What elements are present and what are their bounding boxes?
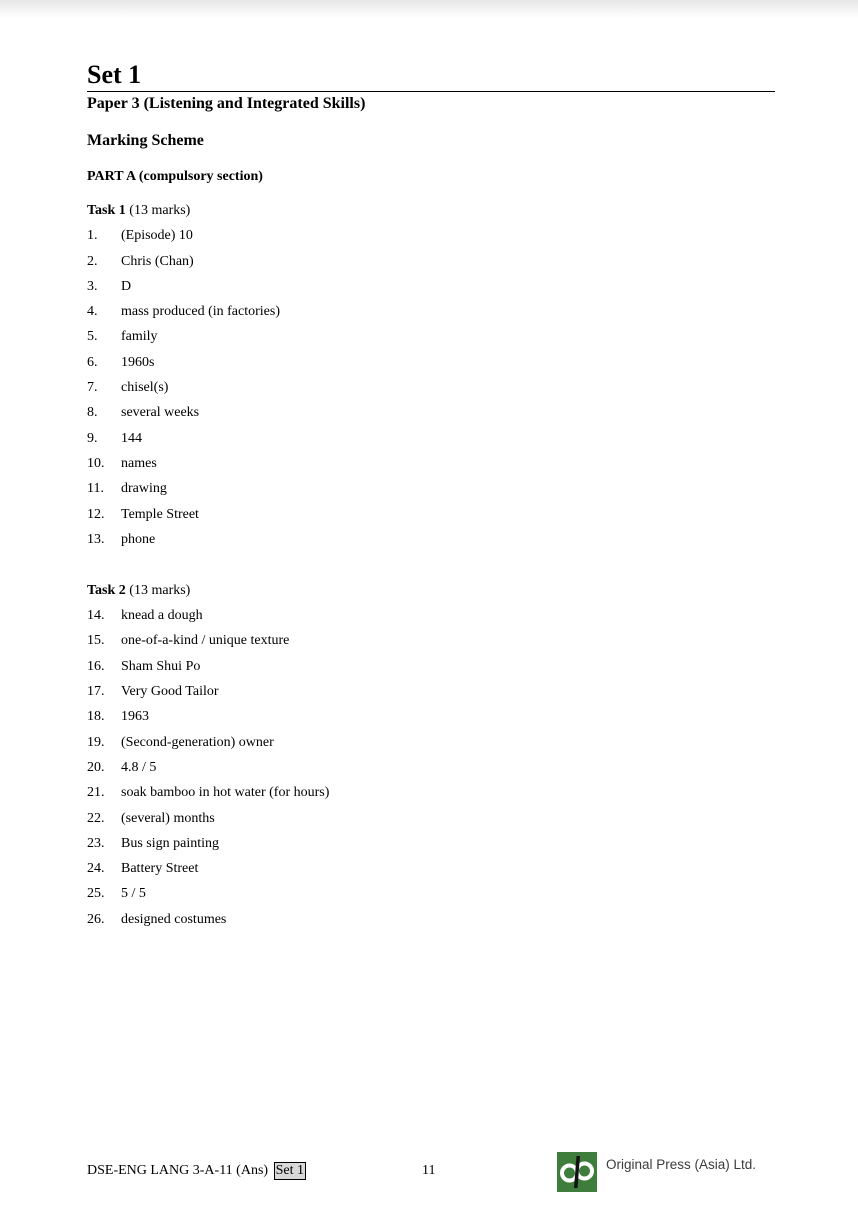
answer-item: [87, 600, 775, 625]
answer-item: [87, 245, 775, 270]
answer-number: 16.: [87, 658, 105, 674]
answer-number: 13.: [87, 531, 105, 547]
answer-item: [87, 903, 775, 928]
answer-number: 19.: [87, 734, 105, 750]
footer-code-text: DSE-ENG LANG 3-A-11 (Ans): [87, 1163, 272, 1178]
answer-item: [87, 473, 775, 498]
answer-item: [87, 701, 775, 726]
answer-item: [87, 802, 775, 827]
answer-number: 25.: [87, 886, 105, 902]
footer-code: [87, 1161, 306, 1181]
answer-text: Sham Shui Po: [121, 658, 201, 674]
answer-text: family: [121, 329, 158, 345]
marking-scheme-title: Marking Scheme: [87, 132, 204, 149]
footer-set-box: Set 1: [275, 1163, 304, 1178]
page-top-shadow: [0, 0, 858, 18]
task-1-heading: [87, 202, 775, 220]
answer-text: 5 / 5: [121, 886, 146, 902]
publisher-name: Original Press (Asia) Ltd.: [606, 1157, 757, 1172]
answer-number: 20.: [87, 759, 105, 775]
answer-number: 9.: [87, 430, 98, 446]
answer-number: 15.: [87, 633, 105, 649]
answer-text: Chris (Chan): [121, 253, 194, 269]
answer-item: [87, 726, 775, 751]
answer-item: [87, 321, 775, 346]
set-title: Set 1: [87, 60, 142, 89]
answer-text: (several) months: [121, 810, 215, 826]
page-number: 11: [422, 1163, 436, 1178]
answer-number: 11.: [87, 481, 104, 497]
answer-number: 12.: [87, 506, 105, 522]
answer-number: 4.: [87, 304, 98, 320]
original-press-logo-icon: [557, 1152, 597, 1192]
task-1-answer-list: [87, 220, 775, 549]
answer-text: 4.8 / 5: [121, 759, 157, 775]
answer-item: [87, 296, 775, 321]
task-2-label: Task 2: [87, 582, 126, 598]
answer-text: 1963: [121, 709, 149, 725]
paper-title: Paper 3 (Listening and Integrated Skills): [87, 95, 366, 112]
answer-text: names: [121, 455, 157, 471]
answer-text: chisel(s): [121, 380, 169, 396]
answer-text: designed costumes: [121, 911, 227, 927]
answer-item: [87, 676, 775, 701]
part-a-title: PART A (compulsory section): [87, 169, 263, 184]
answer-item: [87, 498, 775, 523]
answer-number: 23.: [87, 835, 105, 851]
answer-number: 21.: [87, 785, 105, 801]
answer-number: 3.: [87, 278, 98, 294]
answer-text: 1960s: [121, 354, 155, 370]
answer-text: 144: [121, 430, 142, 446]
answer-text: D: [121, 278, 132, 294]
answer-text: drawing: [121, 481, 167, 497]
answer-item: [87, 650, 775, 675]
answer-number: 26.: [87, 911, 105, 927]
answer-number: 17.: [87, 684, 105, 700]
answer-number: 7.: [87, 380, 98, 396]
answer-text: Temple Street: [121, 506, 199, 522]
answer-text: mass produced (in factories): [121, 304, 280, 320]
answer-text: (Episode) 10: [121, 228, 193, 244]
answer-item: [87, 777, 775, 802]
answer-item: [87, 346, 775, 371]
answer-text: knead a dough: [121, 608, 203, 624]
answer-number: 24.: [87, 861, 105, 877]
answer-number: 2.: [87, 253, 98, 269]
answer-item: [87, 397, 775, 422]
answer-item: [87, 372, 775, 397]
publisher-logo: [557, 1152, 756, 1192]
answer-number: 1.: [87, 228, 98, 244]
answer-item: [87, 828, 775, 853]
answer-number: 14.: [87, 608, 105, 624]
answer-text: one-of-a-kind / unique texture: [121, 633, 290, 649]
title-rule: [87, 91, 775, 92]
answer-item: [87, 878, 775, 903]
answer-text: Bus sign painting: [121, 835, 220, 851]
answer-item: [87, 752, 775, 777]
page-content: [87, 58, 775, 929]
answer-number: 18.: [87, 709, 105, 725]
task-2-answer-list: [87, 600, 775, 929]
answer-text: phone: [121, 531, 156, 547]
answer-item: [87, 625, 775, 650]
answer-item: [87, 524, 775, 549]
answer-item: [87, 220, 775, 245]
answer-text: (Second-generation) owner: [121, 734, 274, 750]
answer-text: Battery Street: [121, 861, 199, 877]
task-1-label: Task 1: [87, 203, 126, 218]
answer-number: 6.: [87, 354, 98, 370]
answer-number: 5.: [87, 329, 98, 345]
answer-text: several weeks: [121, 405, 200, 421]
answer-number: 22.: [87, 810, 105, 826]
answer-item: [87, 422, 775, 447]
answer-text: soak bamboo in hot water (for hours): [121, 785, 330, 801]
answer-item: [87, 271, 775, 296]
task-2-marks: (13 marks): [125, 582, 191, 598]
task-2-heading: [87, 582, 775, 600]
answer-item: [87, 448, 775, 473]
task-1-marks: (13 marks): [125, 203, 191, 218]
answer-text: Very Good Tailor: [121, 684, 219, 700]
answer-number: 8.: [87, 405, 98, 421]
answer-item: [87, 853, 775, 878]
answer-number: 10.: [87, 455, 105, 471]
